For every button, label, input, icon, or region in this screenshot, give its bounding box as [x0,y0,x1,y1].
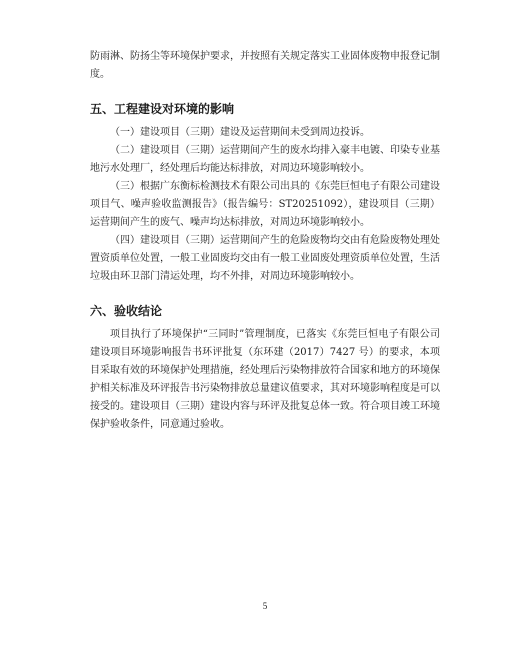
page-content [90,48,440,434]
impact-paragraph-1: （一）建设项目（三期）建设及运营期间未受到周边投诉。 [110,127,370,138]
section-heading-conclusion: 六、验收结论 [90,304,163,318]
continuation-paragraph: 防雨淋、防扬尘等环境保护要求，并按照有关规定落实工业固体废物申报登记制度。 [90,51,440,80]
conclusion-paragraph: 项目执行了环境保护“三同时”管理制度，已落实《东莞巨恒电子有限公司建设项目环境影响报告书环评批复（东环建（2017）7427 号）的要求，本项目采取有效的环境保护处理措施，经处理后污染物排放符合国家和地方的环境保护相关标准及环评报告书污染物排放总量建议值要求，其对环境影响程度是可以接受的。建设项目（三期）建设内容与环评及批复总体一致。符合项目竣工环境保护验收条件，同意通过验收。 [90,329,440,430]
impact-paragraph-4: （四）建设项目（三期）运营期间产生的危险废物均交由有危险废物处理处置资质单位处置，一般工业固废均交由有一般工业固废处理资质单位处置，生活垃圾由环卫部门清运处理，均不外排，对周边环境影响较小。 [90,235,440,282]
section-heading-impact: 五、工程建设对环境的影响 [90,102,235,116]
page-number: 5 [262,601,268,611]
impact-paragraph-3: （三）根据广东衡标检测技术有限公司出具的《东莞巨恒电子有限公司建设项目气、噪声验收监测报告》（报告编号：ST20251092），建设项目（三期）运营期间产生的废气、噪声均达标排放，对周边环境影响较小。 [90,181,440,228]
impact-paragraph-2: （二）建设项目（三期）运营期间产生的废水均排入豪丰电镀、印染专业基地污水处理厂，经处理后均能达标排放，对周边环境影响较小。 [90,145,440,174]
